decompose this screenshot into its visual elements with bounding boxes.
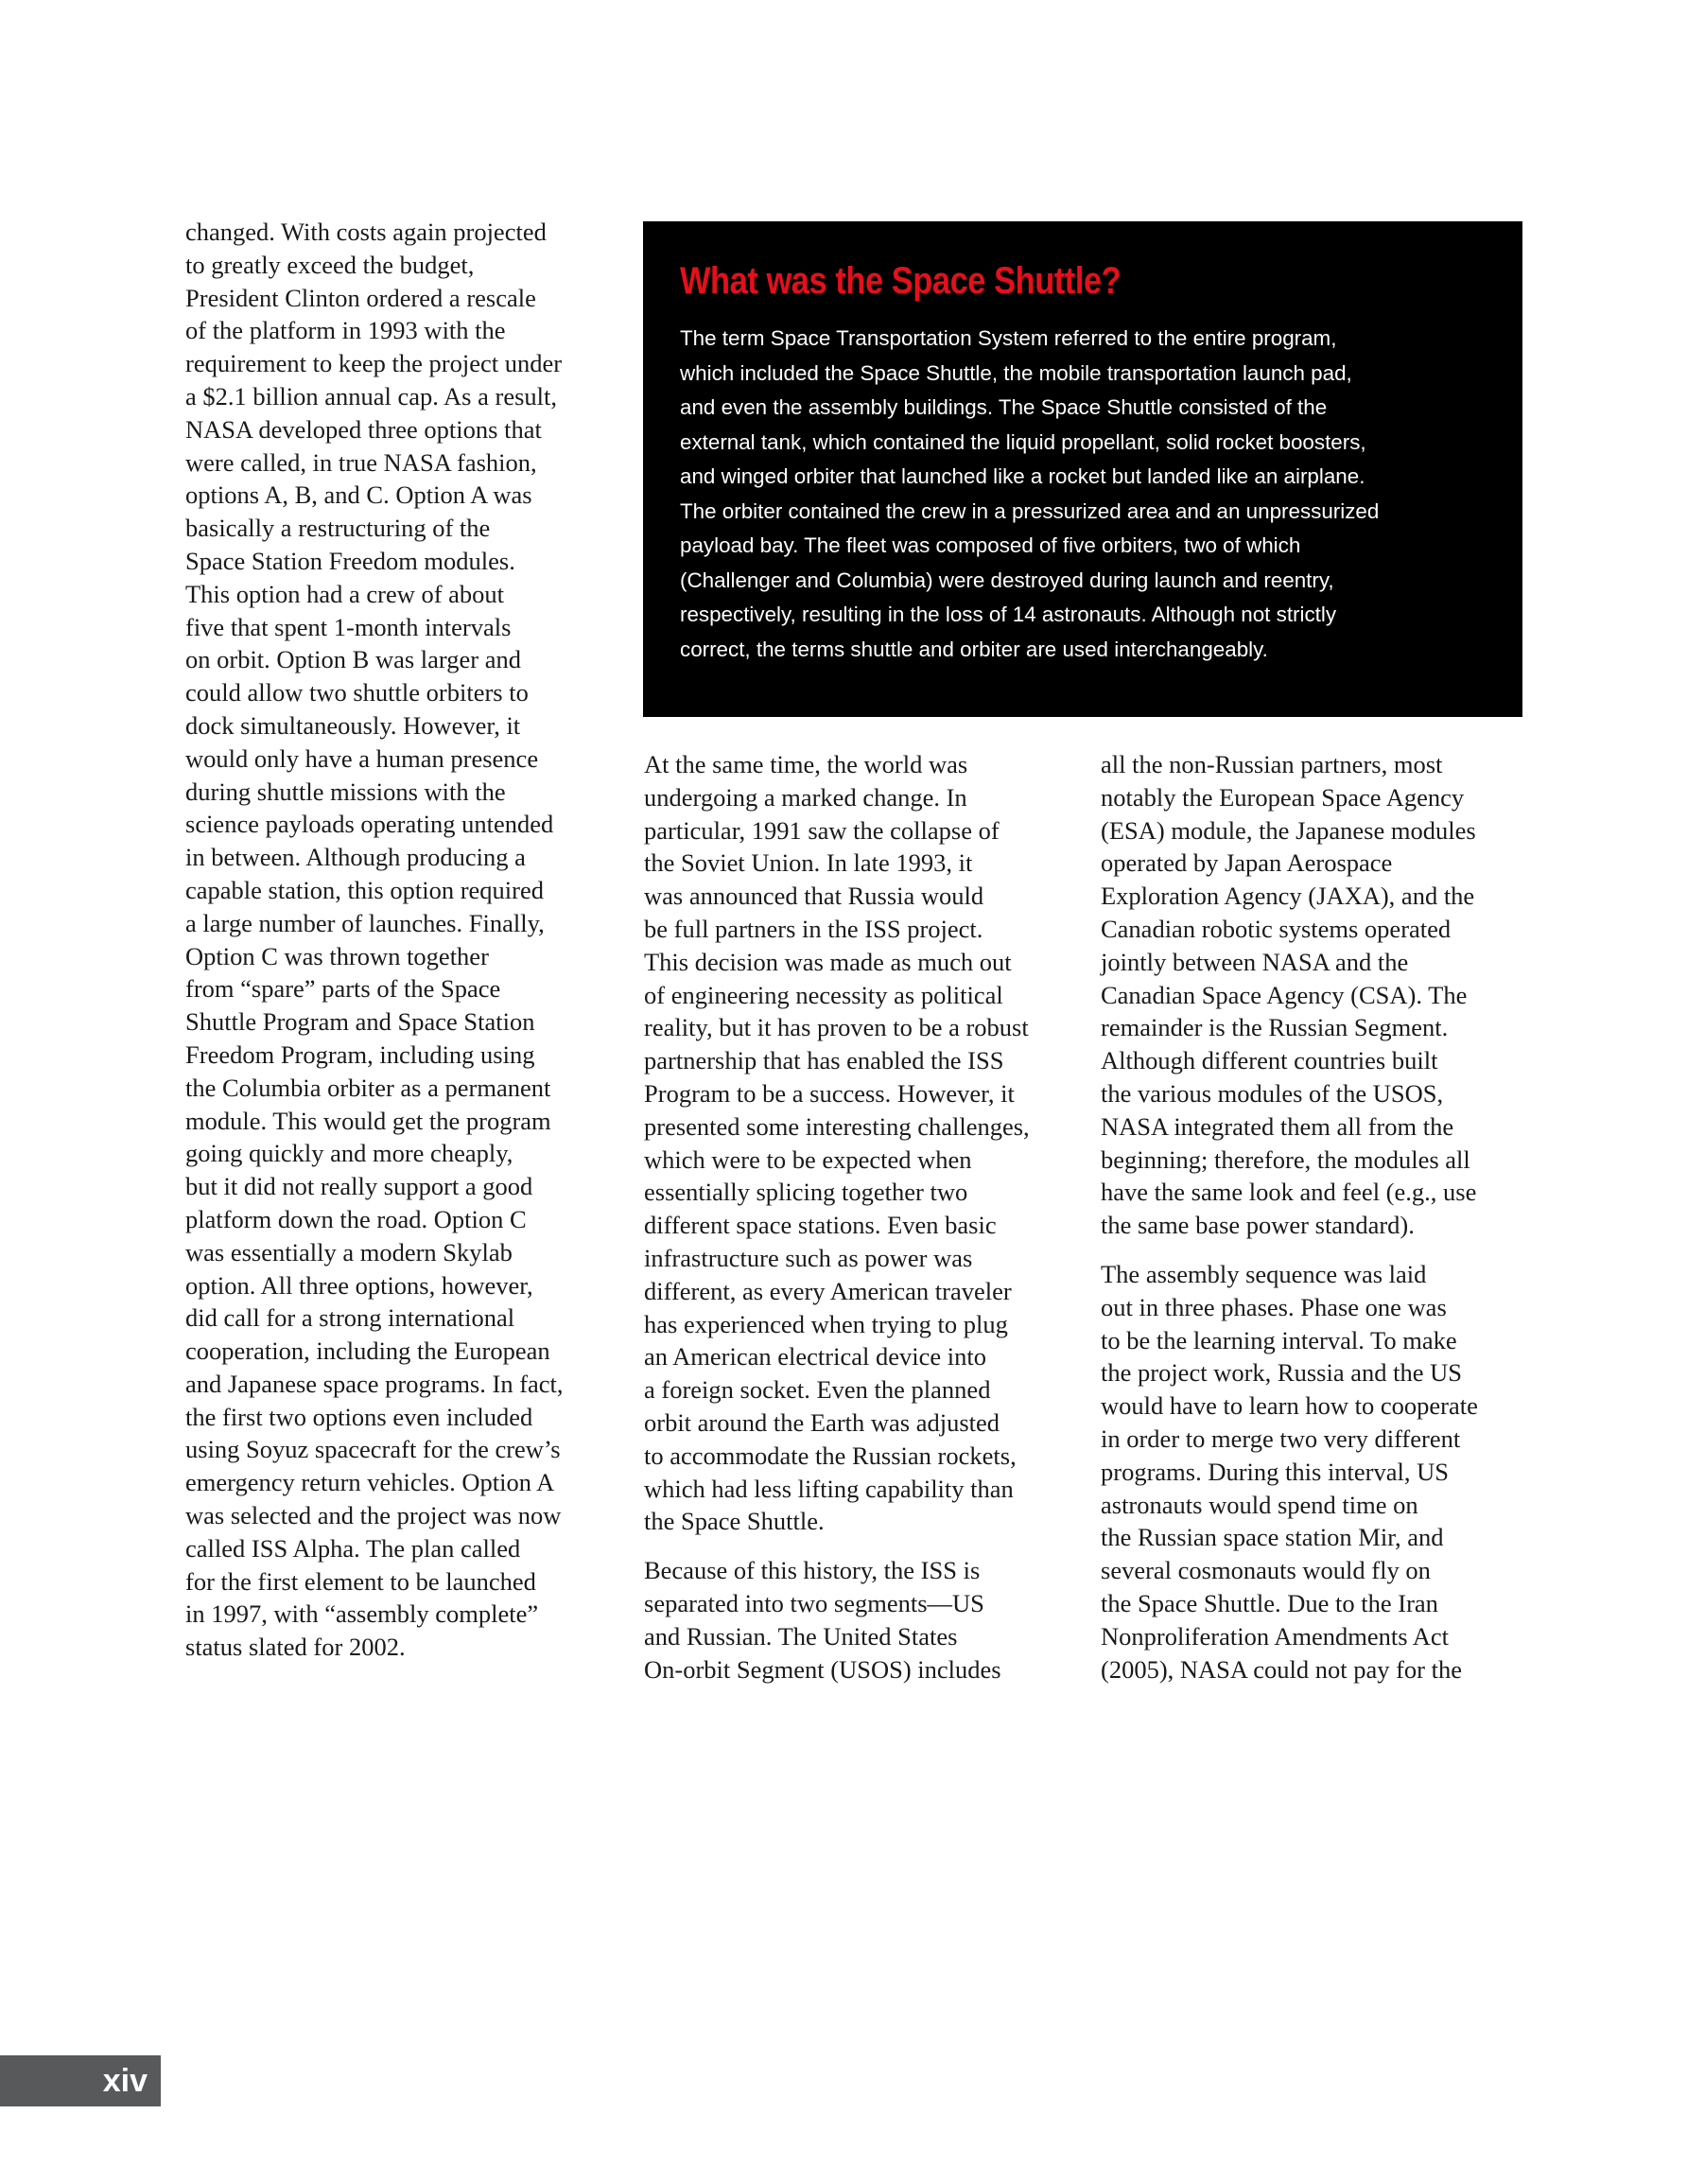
text-line: (2005), NASA could not pay for the [1101,1654,1462,1684]
text-line: has experienced when trying to plug [644,1309,1008,1338]
text-line: the various modules of the USOS, [1101,1078,1444,1108]
text-line: platform down the road. Option C [185,1204,527,1233]
text-line: status slated for 2002. [185,1633,406,1662]
text-line: was selected and the project was now [185,1501,562,1530]
text-line: President Clinton ordered a rescale [185,283,536,312]
text-line: (Challenger and Columbia) were destroyed during launch and reentry, [680,568,1334,592]
text-line: Option C was thrown together [185,941,489,970]
text-line: the Soviet Union. In late 1993, it [644,848,973,878]
text-line: the Space Shuttle. [644,1507,825,1536]
text-line: called ISS Alpha. The plan called [185,1533,521,1563]
text-line: This option had a crew of about [185,579,505,608]
left-text-column [185,216,620,1664]
text-line: infrastructure such as power was [644,1243,973,1272]
text-line: programs. During this interval, US [1101,1457,1450,1486]
text-line: be full partners in the ISS project. [644,914,983,943]
text-line: an American electrical device into [644,1342,986,1372]
text-line: At the same time, the world was [644,750,968,778]
text-line: and even the assembly buildings. The Space Shuttle consisted of the [680,395,1328,419]
text-line: would only have a human presence [185,743,539,773]
text-line: Canadian robotic systems operated [1101,914,1452,943]
text-line: On-orbit Segment (USOS) includes [644,1654,1001,1684]
text-line: options A, B, and C. Option A was [185,480,532,510]
text-line: which included the Space Shuttle, the mobile transportation launch pad, [680,360,1352,385]
text-line: and Russian. The United States [644,1621,958,1651]
text-line: basically a restructuring of the [185,514,491,543]
text-line: module. This would get the program [185,1106,551,1135]
text-line: a foreign socket. Even the planned [644,1375,991,1405]
sidebar-title: What was the Space Shuttle? [680,260,1122,302]
text-line: option. All three options, however, [185,1270,533,1300]
text-line: Freedom Program, including using [185,1040,535,1069]
text-line: going quickly and more cheaply, [185,1139,513,1168]
text-line: the first two options even included [185,1402,533,1431]
text-line: respectively, resulting in the loss of 14 astronauts. Although not strictly [680,603,1337,626]
right-text-column [1101,748,1536,1686]
text-line: Exploration Agency (JAXA), and the [1101,882,1475,911]
text-line: to be the learning interval. To make [1101,1325,1457,1354]
text-line: separated into two segments—US [644,1588,984,1617]
paragraph-gap [1101,1242,1536,1258]
text-line: to accommodate the Russian rockets, [644,1441,1017,1470]
text-line: cooperation, including the European [185,1337,550,1366]
text-line: payload bay. The fleet was composed of five orbiters, two of which [680,533,1301,557]
text-line: the project work, Russia and the US [1101,1358,1462,1388]
sidebar-box [643,221,1522,717]
text-line: did call for a strong international [185,1303,515,1333]
text-line: would have to learn how to cooperate [1101,1391,1478,1421]
text-line: in order to merge two very different [1101,1424,1461,1453]
body-paragraph [1101,748,1536,1242]
text-line: the Space Shuttle. Due to the Iran [1101,1588,1438,1617]
text-line: could allow two shuttle orbiters to [185,678,529,708]
text-line: external tank, which contained the liquid propellant, solid rocket boosters, [680,429,1366,454]
text-line: during shuttle missions with the [185,777,506,806]
text-line: to greatly exceed the budget, [185,250,475,279]
text-line: capable station, this option required [185,875,544,904]
text-line: operated by Japan Aerospace [1101,848,1393,878]
text-line: The term Space Transportation System referred to the entire program, [680,326,1337,350]
text-line: the same base power standard). [1101,1211,1415,1240]
text-line: out in three phases. Phase one was [1101,1292,1447,1321]
text-line: The orbiter contained the crew in a pressurized area and an unpressurized [680,498,1380,523]
text-line: beginning; therefore, the modules all [1101,1144,1470,1174]
text-line: was essentially a modern Skylab [185,1237,513,1267]
text-line: Shuttle Program and Space Station [185,1007,535,1037]
text-line: correct, the terms shuttle and orbiter are used interchangeably. [680,637,1268,661]
paragraph-gap [644,1538,1079,1554]
text-line: and winged orbiter that launched like a rocket but landed like an airplane. [680,464,1365,488]
text-line: Program to be a success. However, it [644,1078,1015,1108]
text-line: Because of this history, the ISS is [644,1556,981,1585]
text-line: partnership that has enabled the ISS [644,1046,1004,1075]
text-line: which had less lifting capability than [644,1474,1014,1503]
text-line: reality, but it has proven to be a robust [644,1013,1029,1042]
text-line: notably the European Space Agency [1101,782,1465,812]
body-paragraph [1101,1258,1536,1686]
text-line: several cosmonauts would fly on [1101,1556,1431,1585]
text-line: different space stations. Even basic [644,1211,997,1240]
text-line: presented some interesting challenges, [644,1111,1030,1141]
text-line: This decision was made as much out [644,947,1012,976]
text-line: have the same look and feel (e.g., use [1101,1178,1477,1207]
text-line: which were to be expected when [644,1144,972,1174]
text-line: particular, 1991 saw the collapse of [644,815,1000,845]
text-line: for the first element to be launched [185,1566,536,1596]
text-line: NASA developed three options that [185,414,542,444]
text-line: using Soyuz spacecraft for the crew’s [185,1435,561,1464]
page-number: xiv [102,2063,148,2099]
text-line: astronauts would spend time on [1101,1490,1418,1519]
text-line: of engineering necessity as political [644,980,1003,1009]
text-line: Canadian Space Agency (CSA). The [1101,980,1468,1009]
body-paragraph [644,1554,1079,1686]
text-line: (ESA) module, the Japanese modules [1101,815,1476,845]
text-line: requirement to keep the project under [185,349,563,378]
text-line: five that spent 1-month intervals [185,612,512,641]
text-line: on orbit. Option B was larger and [185,645,521,674]
text-line: the Columbia orbiter as a permanent [185,1073,551,1102]
text-line: but it did not really support a good [185,1172,533,1201]
text-line: science payloads operating untended [185,810,554,839]
text-line: The assembly sequence was laid [1101,1259,1427,1288]
text-line: was announced that Russia would [644,882,984,911]
text-line: and Japanese space programs. In fact, [185,1369,564,1398]
text-line: essentially splicing together two [644,1178,968,1207]
text-line: NASA integrated them all from the [1101,1111,1454,1141]
text-line: in 1997, with “assembly complete” [185,1599,539,1629]
text-line: different, as every American traveler [644,1276,1012,1305]
text-line: Space Station Freedom modules. [185,546,515,575]
text-line: a $2.1 billion annual cap. As a result, [185,381,557,411]
page-number-tab [0,2055,161,2106]
body-paragraph [644,748,1079,1538]
text-line: changed. With costs again projected [185,218,547,246]
text-line: Although different countries built [1101,1046,1438,1075]
text-line: Nonproliferation Amendments Act [1101,1621,1449,1651]
text-line: from “spare” parts of the Space [185,974,501,1004]
text-line: emergency return vehicles. Option A [185,1468,555,1497]
text-line: of the platform in 1993 with the [185,316,506,345]
text-line: orbit around the Earth was adjusted [644,1407,1000,1437]
text-line: in between. Although producing a [185,843,526,872]
text-line: dock simultaneously. However, it [185,710,521,740]
text-line: undergoing a marked change. In [644,782,967,812]
text-line: all the non-Russian partners, most [1101,750,1443,778]
text-line: the Russian space station Mir, and [1101,1523,1444,1552]
text-line: remainder is the Russian Segment. [1101,1013,1449,1042]
text-line: jointly between NASA and the [1101,947,1409,976]
text-line: were called, in true NASA fashion, [185,447,537,477]
sidebar-body [680,322,1503,667]
middle-text-column [644,748,1079,1686]
text-line: a large number of launches. Finally, [185,908,545,937]
